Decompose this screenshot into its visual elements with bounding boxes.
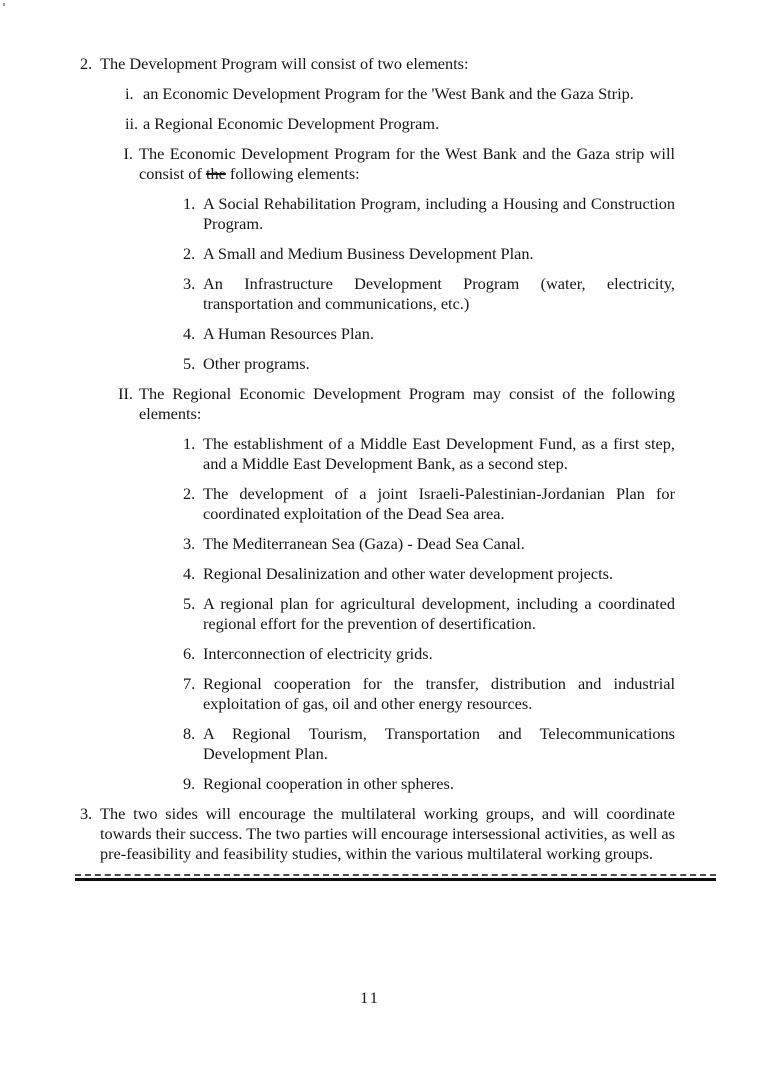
list-item-marker: 7. <box>183 674 196 693</box>
section-text-after: following elements: <box>229 164 360 183</box>
list-item-text: Regional cooperation in other spheres. <box>203 774 454 793</box>
list-item-text: The two sides will encourage the multilateral working groups, and will coordinate towards their success. The two parties will encourage intersessional activities, as well as pre-feasibility and feasibility studies, within the various multilateral working groups. <box>100 804 675 863</box>
list-item-marker: 4. <box>183 564 196 583</box>
list-item <box>183 324 675 344</box>
list-item <box>183 434 675 474</box>
section-text: The Regional Economic Development Program may consist of the following elements: <box>139 384 675 423</box>
list-item-marker: 6. <box>183 644 196 663</box>
list-item <box>183 244 675 264</box>
list-item-marker: 2. <box>183 244 196 263</box>
list-item-marker: 3. <box>183 274 196 293</box>
list-item <box>183 724 675 764</box>
list-item-text: A Regional Tourism, Transportation and Telecommunications Development Plan. <box>203 724 675 763</box>
list-item-text: a Regional Economic Development Program. <box>143 114 440 133</box>
section-text-before: The Economic Development Program for the West Bank and the Gaza strip will consist of <box>139 144 675 183</box>
list-item <box>183 484 675 524</box>
list-item-text: The Development Program will consist of two elements: <box>100 54 469 73</box>
list-item-text: The development of a joint Israeli-Palestinian-Jordanian Plan for coordinated exploitation of the Dead Sea area. <box>203 484 675 523</box>
list-item-text: Regional Desalinization and other water development projects. <box>203 564 614 583</box>
list-item-text: Other programs. <box>203 354 310 373</box>
section-text <box>139 144 675 184</box>
list-item-marker: 5. <box>183 594 196 613</box>
list-item-text: Regional cooperation for the transfer, distribution and industrial exploitation of gas, oil and other energy resources. <box>203 674 675 713</box>
list-item-text: An Infrastructure Development Program (water, electricity, transportation and communications, etc.) <box>203 274 675 313</box>
list-item <box>183 274 675 314</box>
list-item-text: A Social Rehabilitation Program, including a Housing and Construction Program. <box>203 194 675 233</box>
struck-word: the <box>205 164 226 183</box>
list-item <box>183 564 675 584</box>
list-item-marker: 1. <box>183 194 196 213</box>
list-item-text: A Small and Medium Business Development Plan. <box>203 244 534 263</box>
scan-artifact <box>3 3 5 6</box>
list-item-marker: 2. <box>183 484 196 503</box>
list-item-i <box>125 84 675 104</box>
list-item-marker: ii. <box>125 114 139 133</box>
list-item <box>183 774 675 794</box>
list-item-text: The Mediterranean Sea (Gaza) - Dead Sea Canal. <box>203 534 525 553</box>
list-item-text: A regional plan for agricultural development, including a coordinated regional effort for the prevention of desertification. <box>203 594 675 633</box>
list-item-marker: 2. <box>80 54 93 73</box>
list-item-text: The establishment of a Middle East Development Fund, as a first step, and a Middle East Development Bank, as a second step. <box>203 434 675 473</box>
list-item-marker: 5. <box>183 354 196 373</box>
list-item-text: Interconnection of electricity grids. <box>203 644 433 663</box>
list-item-3 <box>80 804 675 864</box>
list-item <box>183 594 675 634</box>
section-marker: II. <box>118 384 133 403</box>
list-item-ii <box>125 114 675 134</box>
document-body <box>80 54 675 881</box>
section-marker: I. <box>123 144 133 163</box>
page-number: 11 <box>360 988 380 1007</box>
list-item-marker: 3. <box>183 534 196 553</box>
list-item-marker: 8. <box>183 724 196 743</box>
list-item-marker: 4. <box>183 324 196 343</box>
list-item <box>183 644 675 664</box>
list-item <box>183 534 675 554</box>
list-item-2 <box>80 54 675 74</box>
section-II-heading <box>113 384 675 424</box>
list-item-text: A Human Resources Plan. <box>203 324 374 343</box>
list-item-text: an Economic Development Program for the 'West Bank and the Gaza Strip. <box>143 84 634 103</box>
list-item-marker: i. <box>125 84 134 103</box>
list-item-marker: 9. <box>183 774 196 793</box>
separator-rule <box>75 874 716 881</box>
list-item <box>183 354 675 374</box>
list-item-marker: 1. <box>183 434 196 453</box>
list-item <box>183 674 675 714</box>
list-item <box>183 194 675 234</box>
section-I-heading <box>113 144 675 184</box>
list-item-marker: 3. <box>80 804 93 823</box>
